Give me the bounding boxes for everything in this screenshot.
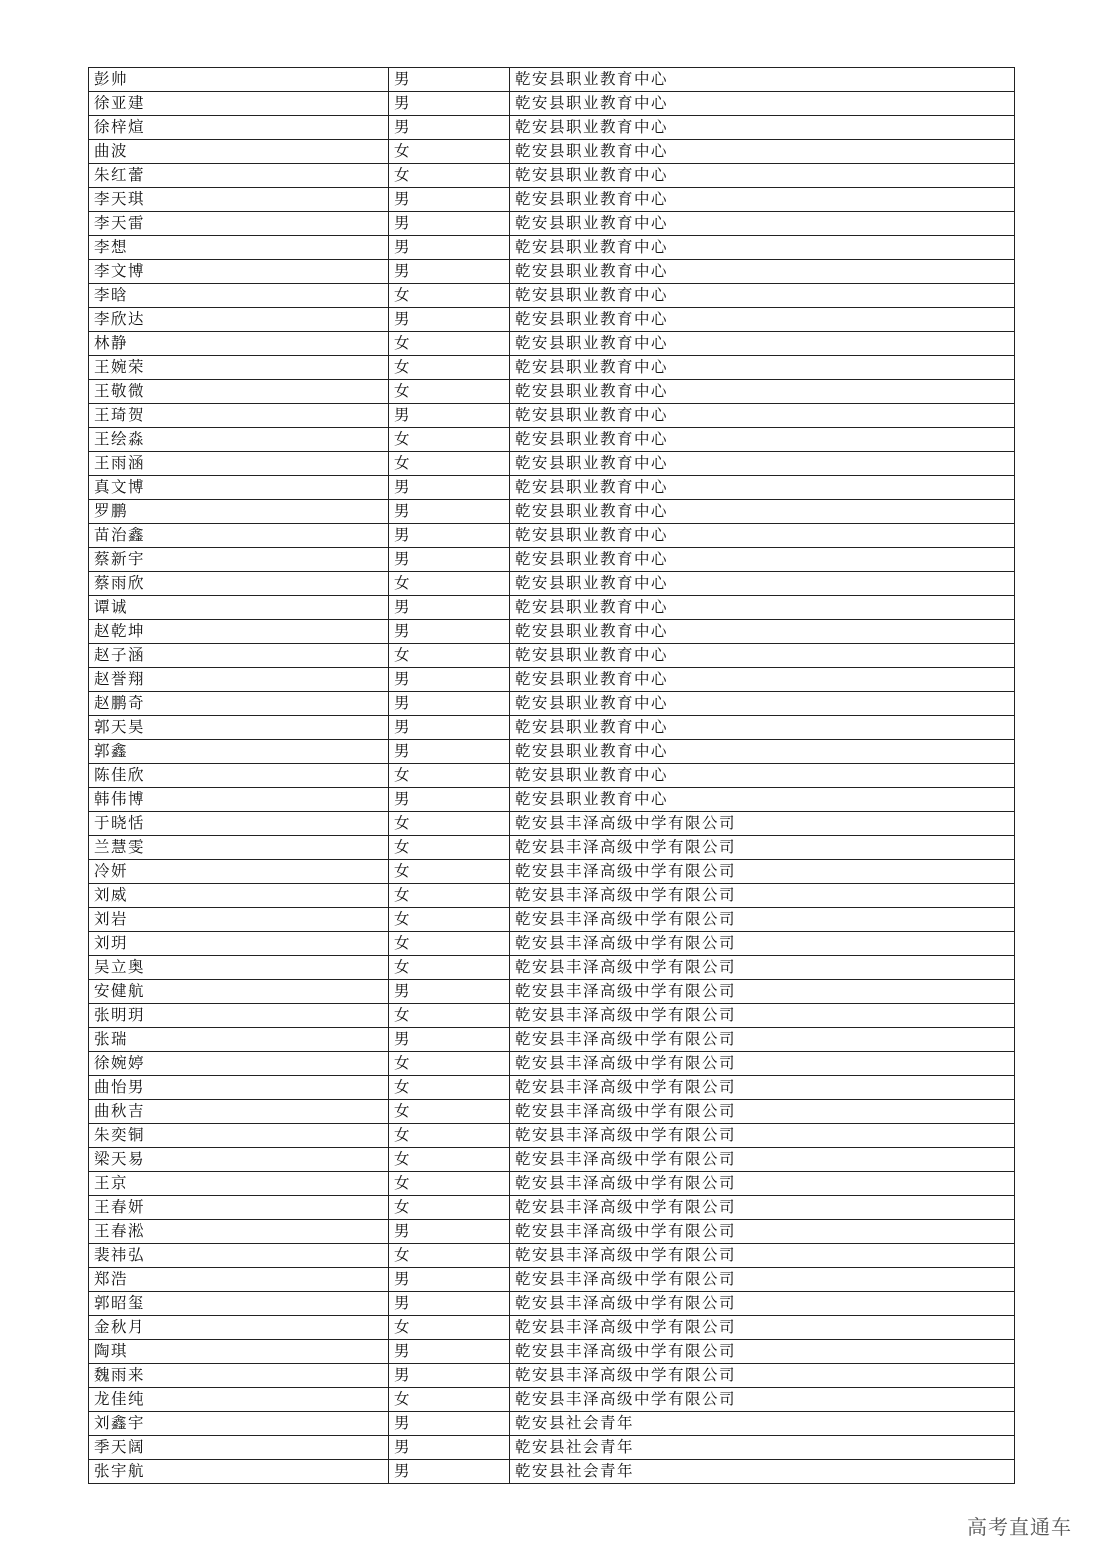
cell-name: 蔡新宇 bbox=[89, 548, 389, 572]
cell-organization: 乾安县职业教育中心 bbox=[510, 116, 1015, 140]
cell-name: 郭昭玺 bbox=[89, 1292, 389, 1316]
cell-organization: 乾安县丰泽高级中学有限公司 bbox=[510, 1388, 1015, 1412]
cell-name: 冷妍 bbox=[89, 860, 389, 884]
cell-organization: 乾安县丰泽高级中学有限公司 bbox=[510, 1364, 1015, 1388]
cell-name: 蔡雨欣 bbox=[89, 572, 389, 596]
cell-name: 曲秋吉 bbox=[89, 1100, 389, 1124]
cell-organization: 乾安县职业教育中心 bbox=[510, 236, 1015, 260]
cell-organization: 乾安县职业教育中心 bbox=[510, 92, 1015, 116]
cell-name: 徐婉婷 bbox=[89, 1052, 389, 1076]
cell-gender: 男 bbox=[389, 980, 510, 1004]
cell-organization: 乾安县丰泽高级中学有限公司 bbox=[510, 1052, 1015, 1076]
table-row bbox=[89, 1292, 1015, 1316]
table-row bbox=[89, 524, 1015, 548]
table-row bbox=[89, 404, 1015, 428]
cell-name: 季天阔 bbox=[89, 1436, 389, 1460]
cell-gender: 女 bbox=[389, 1316, 510, 1340]
cell-organization: 乾安县丰泽高级中学有限公司 bbox=[510, 1124, 1015, 1148]
table-row bbox=[89, 1100, 1015, 1124]
cell-name: 李欣达 bbox=[89, 308, 389, 332]
table-row bbox=[89, 644, 1015, 668]
cell-gender: 女 bbox=[389, 908, 510, 932]
watermark-text: 高考直通车 bbox=[967, 1515, 1072, 1539]
table-row bbox=[89, 140, 1015, 164]
cell-gender: 女 bbox=[389, 884, 510, 908]
cell-gender: 女 bbox=[389, 284, 510, 308]
cell-gender: 男 bbox=[389, 1292, 510, 1316]
table-row bbox=[89, 1172, 1015, 1196]
cell-name: 刘玥 bbox=[89, 932, 389, 956]
cell-gender: 女 bbox=[389, 164, 510, 188]
cell-organization: 乾安县丰泽高级中学有限公司 bbox=[510, 1268, 1015, 1292]
cell-name: 曲波 bbox=[89, 140, 389, 164]
cell-organization: 乾安县职业教育中心 bbox=[510, 596, 1015, 620]
table-row bbox=[89, 1076, 1015, 1100]
cell-gender: 男 bbox=[389, 500, 510, 524]
cell-organization: 乾安县丰泽高级中学有限公司 bbox=[510, 1148, 1015, 1172]
cell-gender: 女 bbox=[389, 332, 510, 356]
cell-gender: 男 bbox=[389, 212, 510, 236]
table-row bbox=[89, 692, 1015, 716]
table-row bbox=[89, 860, 1015, 884]
cell-name: 韩伟博 bbox=[89, 788, 389, 812]
table-row bbox=[89, 788, 1015, 812]
cell-name: 张明玥 bbox=[89, 1004, 389, 1028]
cell-gender: 女 bbox=[389, 1196, 510, 1220]
cell-gender: 女 bbox=[389, 836, 510, 860]
table-row bbox=[89, 716, 1015, 740]
cell-gender: 男 bbox=[389, 1364, 510, 1388]
cell-organization: 乾安县职业教育中心 bbox=[510, 188, 1015, 212]
table-row bbox=[89, 428, 1015, 452]
cell-name: 罗鹏 bbox=[89, 500, 389, 524]
cell-name: 王京 bbox=[89, 1172, 389, 1196]
cell-organization: 乾安县社会青年 bbox=[510, 1460, 1015, 1484]
cell-organization: 乾安县职业教育中心 bbox=[510, 68, 1015, 92]
cell-gender: 女 bbox=[389, 644, 510, 668]
cell-gender: 女 bbox=[389, 1124, 510, 1148]
cell-name: 李天雷 bbox=[89, 212, 389, 236]
cell-organization: 乾安县职业教育中心 bbox=[510, 764, 1015, 788]
table-row bbox=[89, 1124, 1015, 1148]
cell-organization: 乾安县丰泽高级中学有限公司 bbox=[510, 956, 1015, 980]
cell-gender: 女 bbox=[389, 1244, 510, 1268]
cell-name: 朱红蕾 bbox=[89, 164, 389, 188]
table-row bbox=[89, 1244, 1015, 1268]
table-row bbox=[89, 1316, 1015, 1340]
cell-organization: 乾安县职业教育中心 bbox=[510, 212, 1015, 236]
cell-gender: 女 bbox=[389, 764, 510, 788]
cell-organization: 乾安县丰泽高级中学有限公司 bbox=[510, 1028, 1015, 1052]
cell-name: 兰慧雯 bbox=[89, 836, 389, 860]
cell-gender: 男 bbox=[389, 1460, 510, 1484]
cell-gender: 女 bbox=[389, 1172, 510, 1196]
table-row bbox=[89, 1364, 1015, 1388]
cell-gender: 女 bbox=[389, 452, 510, 476]
table-row bbox=[89, 236, 1015, 260]
table-row bbox=[89, 1268, 1015, 1292]
cell-organization: 乾安县丰泽高级中学有限公司 bbox=[510, 1340, 1015, 1364]
cell-name: 王春淞 bbox=[89, 1220, 389, 1244]
cell-gender: 女 bbox=[389, 140, 510, 164]
cell-name: 赵誉翔 bbox=[89, 668, 389, 692]
cell-organization: 乾安县职业教育中心 bbox=[510, 476, 1015, 500]
table-row bbox=[89, 284, 1015, 308]
cell-gender: 女 bbox=[389, 860, 510, 884]
cell-name: 谭诚 bbox=[89, 596, 389, 620]
cell-name: 魏雨来 bbox=[89, 1364, 389, 1388]
cell-name: 王绘淼 bbox=[89, 428, 389, 452]
cell-gender: 男 bbox=[389, 1028, 510, 1052]
cell-organization: 乾安县职业教育中心 bbox=[510, 668, 1015, 692]
cell-name: 赵子涵 bbox=[89, 644, 389, 668]
table-row bbox=[89, 500, 1015, 524]
cell-gender: 男 bbox=[389, 1220, 510, 1244]
cell-gender: 男 bbox=[389, 476, 510, 500]
table-row bbox=[89, 1052, 1015, 1076]
cell-organization: 乾安县职业教育中心 bbox=[510, 788, 1015, 812]
cell-organization: 乾安县职业教育中心 bbox=[510, 404, 1015, 428]
table-row bbox=[89, 740, 1015, 764]
cell-organization: 乾安县丰泽高级中学有限公司 bbox=[510, 908, 1015, 932]
table-row bbox=[89, 1388, 1015, 1412]
cell-gender: 男 bbox=[389, 1268, 510, 1292]
cell-organization: 乾安县职业教育中心 bbox=[510, 500, 1015, 524]
cell-gender: 男 bbox=[389, 740, 510, 764]
roster-body bbox=[89, 68, 1015, 1484]
cell-organization: 乾安县职业教育中心 bbox=[510, 356, 1015, 380]
cell-gender: 男 bbox=[389, 116, 510, 140]
table-row bbox=[89, 476, 1015, 500]
cell-gender: 男 bbox=[389, 788, 510, 812]
cell-name: 龙佳纯 bbox=[89, 1388, 389, 1412]
cell-gender: 男 bbox=[389, 92, 510, 116]
table-row bbox=[89, 380, 1015, 404]
cell-gender: 女 bbox=[389, 1100, 510, 1124]
table-row bbox=[89, 668, 1015, 692]
table-row bbox=[89, 164, 1015, 188]
table-row bbox=[89, 260, 1015, 284]
table-row bbox=[89, 452, 1015, 476]
cell-name: 朱奕铜 bbox=[89, 1124, 389, 1148]
cell-gender: 男 bbox=[389, 524, 510, 548]
cell-name: 安健航 bbox=[89, 980, 389, 1004]
cell-organization: 乾安县丰泽高级中学有限公司 bbox=[510, 1316, 1015, 1340]
cell-name: 王敬微 bbox=[89, 380, 389, 404]
cell-name: 刘鑫宇 bbox=[89, 1412, 389, 1436]
cell-name: 苗治鑫 bbox=[89, 524, 389, 548]
table-row bbox=[89, 1436, 1015, 1460]
cell-organization: 乾安县职业教育中心 bbox=[510, 260, 1015, 284]
cell-gender: 男 bbox=[389, 548, 510, 572]
cell-name: 裴祎弘 bbox=[89, 1244, 389, 1268]
cell-organization: 乾安县职业教育中心 bbox=[510, 164, 1015, 188]
cell-name: 彭帅 bbox=[89, 68, 389, 92]
cell-gender: 男 bbox=[389, 68, 510, 92]
table-row bbox=[89, 212, 1015, 236]
cell-gender: 女 bbox=[389, 572, 510, 596]
cell-gender: 男 bbox=[389, 1412, 510, 1436]
cell-name: 张瑞 bbox=[89, 1028, 389, 1052]
cell-name: 李想 bbox=[89, 236, 389, 260]
table-row bbox=[89, 956, 1015, 980]
cell-organization: 乾安县丰泽高级中学有限公司 bbox=[510, 980, 1015, 1004]
roster-table bbox=[88, 67, 1015, 1484]
cell-name: 王雨涵 bbox=[89, 452, 389, 476]
table-row bbox=[89, 1028, 1015, 1052]
cell-name: 吴立奥 bbox=[89, 956, 389, 980]
table-row bbox=[89, 572, 1015, 596]
cell-organization: 乾安县丰泽高级中学有限公司 bbox=[510, 1076, 1015, 1100]
cell-gender: 男 bbox=[389, 1340, 510, 1364]
cell-name: 金秋月 bbox=[89, 1316, 389, 1340]
table-row bbox=[89, 332, 1015, 356]
cell-organization: 乾安县丰泽高级中学有限公司 bbox=[510, 812, 1015, 836]
cell-organization: 乾安县丰泽高级中学有限公司 bbox=[510, 884, 1015, 908]
cell-organization: 乾安县丰泽高级中学有限公司 bbox=[510, 1220, 1015, 1244]
cell-name: 李天琪 bbox=[89, 188, 389, 212]
table-row bbox=[89, 764, 1015, 788]
cell-organization: 乾安县丰泽高级中学有限公司 bbox=[510, 836, 1015, 860]
cell-organization: 乾安县职业教育中心 bbox=[510, 284, 1015, 308]
table-row bbox=[89, 596, 1015, 620]
cell-gender: 男 bbox=[389, 716, 510, 740]
cell-organization: 乾安县社会青年 bbox=[510, 1412, 1015, 1436]
cell-organization: 乾安县丰泽高级中学有限公司 bbox=[510, 1244, 1015, 1268]
cell-name: 刘岩 bbox=[89, 908, 389, 932]
table-row bbox=[89, 884, 1015, 908]
cell-name: 赵鹏奇 bbox=[89, 692, 389, 716]
table-row bbox=[89, 308, 1015, 332]
cell-gender: 女 bbox=[389, 1076, 510, 1100]
cell-gender: 女 bbox=[389, 1148, 510, 1172]
cell-organization: 乾安县职业教育中心 bbox=[510, 716, 1015, 740]
table-row bbox=[89, 1196, 1015, 1220]
cell-gender: 男 bbox=[389, 692, 510, 716]
cell-organization: 乾安县职业教育中心 bbox=[510, 524, 1015, 548]
cell-name: 李晗 bbox=[89, 284, 389, 308]
cell-gender: 男 bbox=[389, 668, 510, 692]
cell-organization: 乾安县职业教育中心 bbox=[510, 380, 1015, 404]
cell-name: 张宇航 bbox=[89, 1460, 389, 1484]
table-row bbox=[89, 1412, 1015, 1436]
table-row bbox=[89, 980, 1015, 1004]
cell-name: 王婉荣 bbox=[89, 356, 389, 380]
cell-name: 陈佳欣 bbox=[89, 764, 389, 788]
cell-gender: 女 bbox=[389, 956, 510, 980]
cell-gender: 男 bbox=[389, 620, 510, 644]
cell-gender: 女 bbox=[389, 1388, 510, 1412]
cell-name: 王琦贺 bbox=[89, 404, 389, 428]
cell-name: 于晓恬 bbox=[89, 812, 389, 836]
table-row bbox=[89, 836, 1015, 860]
cell-gender: 女 bbox=[389, 812, 510, 836]
table-row bbox=[89, 1340, 1015, 1364]
cell-organization: 乾安县职业教育中心 bbox=[510, 332, 1015, 356]
cell-gender: 女 bbox=[389, 932, 510, 956]
cell-name: 刘威 bbox=[89, 884, 389, 908]
table-row bbox=[89, 1004, 1015, 1028]
table-row bbox=[89, 908, 1015, 932]
cell-name: 梁天易 bbox=[89, 1148, 389, 1172]
cell-gender: 男 bbox=[389, 1436, 510, 1460]
table-row bbox=[89, 116, 1015, 140]
cell-name: 郑浩 bbox=[89, 1268, 389, 1292]
table-row bbox=[89, 356, 1015, 380]
cell-organization: 乾安县职业教育中心 bbox=[510, 140, 1015, 164]
table-row bbox=[89, 812, 1015, 836]
cell-organization: 乾安县职业教育中心 bbox=[510, 644, 1015, 668]
cell-gender: 男 bbox=[389, 236, 510, 260]
cell-name: 赵乾坤 bbox=[89, 620, 389, 644]
cell-gender: 男 bbox=[389, 596, 510, 620]
cell-gender: 男 bbox=[389, 308, 510, 332]
cell-organization: 乾安县职业教育中心 bbox=[510, 740, 1015, 764]
cell-name: 徐亚建 bbox=[89, 92, 389, 116]
cell-name: 林静 bbox=[89, 332, 389, 356]
table-row bbox=[89, 620, 1015, 644]
cell-name: 曲怡男 bbox=[89, 1076, 389, 1100]
table-row bbox=[89, 1148, 1015, 1172]
cell-organization: 乾安县丰泽高级中学有限公司 bbox=[510, 860, 1015, 884]
cell-name: 陶琪 bbox=[89, 1340, 389, 1364]
table-row bbox=[89, 1460, 1015, 1484]
cell-organization: 乾安县丰泽高级中学有限公司 bbox=[510, 1292, 1015, 1316]
cell-gender: 女 bbox=[389, 1004, 510, 1028]
table-row bbox=[89, 68, 1015, 92]
table-row bbox=[89, 548, 1015, 572]
cell-organization: 乾安县丰泽高级中学有限公司 bbox=[510, 1004, 1015, 1028]
cell-organization: 乾安县职业教育中心 bbox=[510, 428, 1015, 452]
cell-organization: 乾安县职业教育中心 bbox=[510, 548, 1015, 572]
cell-gender: 女 bbox=[389, 428, 510, 452]
cell-name: 郭鑫 bbox=[89, 740, 389, 764]
cell-gender: 男 bbox=[389, 188, 510, 212]
cell-organization: 乾安县职业教育中心 bbox=[510, 452, 1015, 476]
table-row bbox=[89, 1220, 1015, 1244]
table-row bbox=[89, 92, 1015, 116]
cell-gender: 男 bbox=[389, 260, 510, 284]
cell-name: 郭天昊 bbox=[89, 716, 389, 740]
cell-organization: 乾安县丰泽高级中学有限公司 bbox=[510, 1100, 1015, 1124]
cell-name: 真文博 bbox=[89, 476, 389, 500]
table-row bbox=[89, 188, 1015, 212]
cell-organization: 乾安县职业教育中心 bbox=[510, 308, 1015, 332]
cell-gender: 女 bbox=[389, 1052, 510, 1076]
cell-organization: 乾安县职业教育中心 bbox=[510, 620, 1015, 644]
cell-name: 徐梓煊 bbox=[89, 116, 389, 140]
cell-organization: 乾安县社会青年 bbox=[510, 1436, 1015, 1460]
cell-name: 李文博 bbox=[89, 260, 389, 284]
table-row bbox=[89, 932, 1015, 956]
cell-gender: 女 bbox=[389, 380, 510, 404]
cell-gender: 女 bbox=[389, 356, 510, 380]
cell-organization: 乾安县丰泽高级中学有限公司 bbox=[510, 1196, 1015, 1220]
cell-gender: 男 bbox=[389, 404, 510, 428]
cell-organization: 乾安县丰泽高级中学有限公司 bbox=[510, 932, 1015, 956]
cell-organization: 乾安县职业教育中心 bbox=[510, 692, 1015, 716]
cell-organization: 乾安县职业教育中心 bbox=[510, 572, 1015, 596]
cell-name: 王春妍 bbox=[89, 1196, 389, 1220]
cell-organization: 乾安县丰泽高级中学有限公司 bbox=[510, 1172, 1015, 1196]
